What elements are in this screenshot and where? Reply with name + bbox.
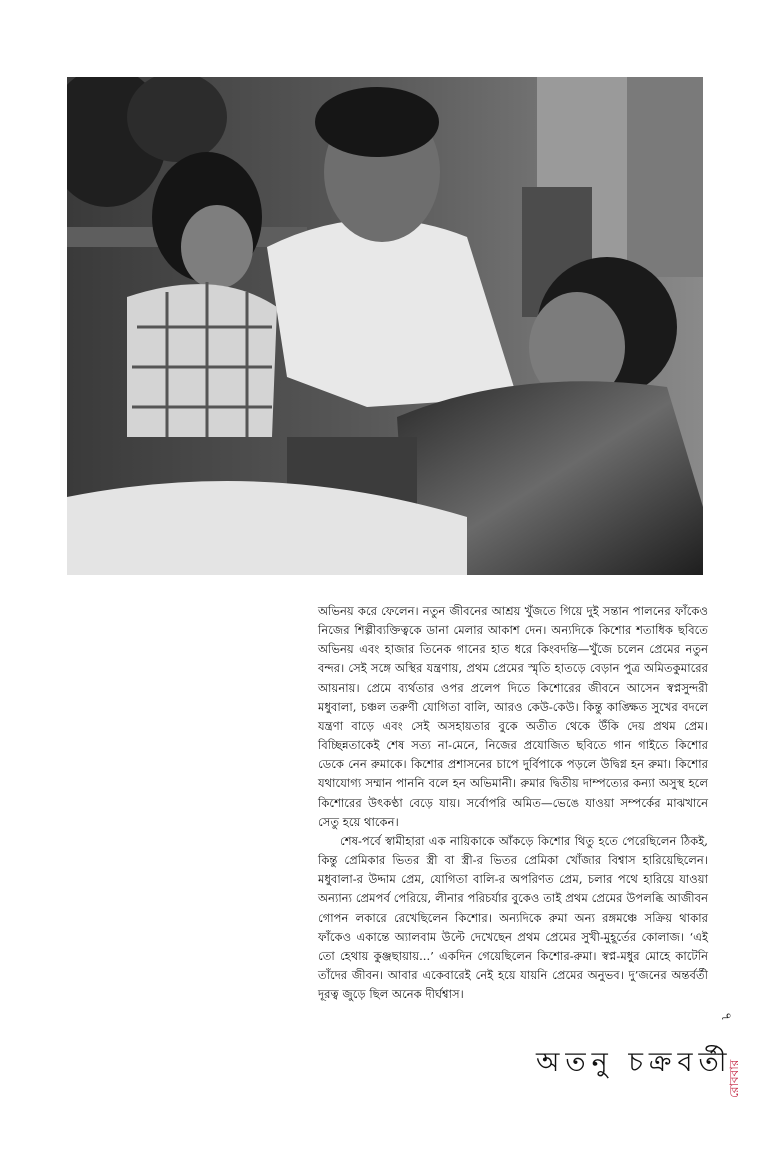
paragraph: শেষ-পর্বে স্বামীহারা এক নায়িকাকে আঁকড়ে কিশোর থিতু হতে পেরেছিলেন ঠিকই, কিন্তু প্রেমিকার ভিতর স্ত্রী বা স্ত্রী-র ভিতর প্রেমিকা খোঁজার বিশ্বাস হারিয়েছিলেন। মধুবালা-র উদ্দাম প্রেম, যোগিতা বালি-র অপরিণত প্রেম, চলার পথে হারিয়ে যাওয়া অন্যান্য প্রেমপর্ব পেরিয়ে, লীনার পরিচর্যার বুকেও তাই প্রথম প্রেমের উপলব্ধি আজীবন গোপন লকারে রেখেছিলেন কিশোর। অন্যদিকে রুমা অন্য রঙ্গমঞ্চে সক্রিয় থাকার ফাঁকেও একান্তে অ্যালবাম উল্টে দেখেছেন প্রথম প্রেমের সুখী-মুহূর্তের কোলাজ। ‘এই তো হেথায় কুঞ্জছায়ায়...’ একদিন গেয়েছিলেন কিশোর-রুমা। স্বপ্ন-মধুর মোহে কাটেনি তাঁদের জীবন। আবার একেবারেই নেই হয়ে যায়নি প্রেমের অনুভব। দু’জনের অন্তর্বর্তী দূরত্ব জুড়ে ছিল অনেক দীর্ঘশ্বাস। [318,833,708,1002]
page-number: ৭ [718,1012,734,1022]
author-name: অতনু চক্রবর্তী [536,1047,733,1078]
magazine-name: রোববার [727,1059,741,1098]
paragraph: অভিনয় করে ফেলেন। নতুন জীবনের আশ্রয় খুঁজতে গিয়ে দুই সন্তান পালনের ফাঁকেও নিজের শিল্পীব্যক্তিত্বকে ডানা মেলার আকাশ দেন। অন্যদিকে কিশোর শতাধিক ছবিতে অভিনয় এবং হাজার তিনেক গানের হাত ধরে কিংবদন্তি—খুঁজে চলেন প্রেমের নতুন বন্দর। সেই সঙ্গে অস্থির যন্ত্রণায়, প্রথম প্রেমের স্মৃতি হাতড়ে বেড়ান পুত্র অমিতকুমারের আয়নায়। প্রেমে ব্যর্থতার ওপর প্রলেপ দিতে কিশোরের জীবনে আসেন স্বপ্নসুন্দরী মধুবালা, চঞ্চল তরুণী যোগিতা বালি, আরও কেউ-কেউ। কিন্তু কাঙ্ক্ষিত সুখের বদলে যন্ত্রণা বাড়ে এবং সেই অসহায়তার বুকে অতীত থেকে উঁকি দেয় প্রথম প্রেম। বিচ্ছিন্নতাকেই শেষ সত্য না-মেনে, নিজের প্রযোজিত ছবিতে গান গাইতে কিশোর ডেকে নেন রুমাকে। কিশোর প্রশাসনের চাপে দুর্বিপাকে পড়লে উদ্বিগ্ন হন রুমা। কিশোর যথাযোগ্য সম্মান পাননি বলে হন অভিমানী। রুমার দ্বিতীয় দাম্পত্যের কন্যা অসুস্থ হলে কিশোরের উৎকণ্ঠা বেড়ে যায়। সর্বোপরি অমিত—ভেঙে যাওয়া সম্পর্কের মাঝখানে সেতু হয়ে থাকেন। [318,604,708,829]
page-footer [720,1000,744,1100]
article-body [318,602,708,1004]
family-photograph [67,77,703,575]
